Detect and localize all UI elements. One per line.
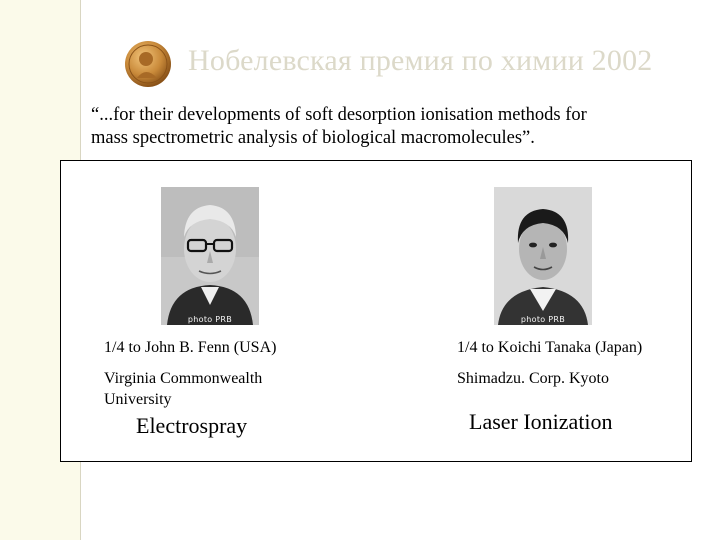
laureates-panel <box>60 160 692 462</box>
tanaka-portrait-photo <box>494 187 592 325</box>
prize-citation <box>91 104 691 150</box>
fenn-prize-share: 1/4 to John B. Fenn (USA) <box>104 339 277 356</box>
tanaka-prize-share: 1/4 to Koichi Tanaka (Japan) <box>457 339 643 356</box>
slide-title: Нобелевская премия по химии 2002 <box>188 44 653 77</box>
fenn-method: Electrospray <box>136 413 248 438</box>
fenn-photo-credit: photo PRB <box>187 315 233 324</box>
tanaka-photo-credit: photo PRB <box>520 315 566 324</box>
tanaka-affiliation: Shimadzu. Corp. Kyoto <box>457 370 609 387</box>
fenn-affiliation-line-1: Virginia Commonwealth <box>104 370 263 387</box>
fenn-portrait-photo <box>161 187 259 325</box>
citation-line-1: “...for their developments of soft desorption ionisation methods for <box>91 105 587 125</box>
tanaka-method: Laser Ionization <box>469 409 613 434</box>
nobel-medal-icon <box>124 40 172 88</box>
citation-line-2: mass spectrometric analysis of biological macromolecules”. <box>91 128 535 148</box>
fenn-affiliation-line-2: University <box>104 391 172 408</box>
